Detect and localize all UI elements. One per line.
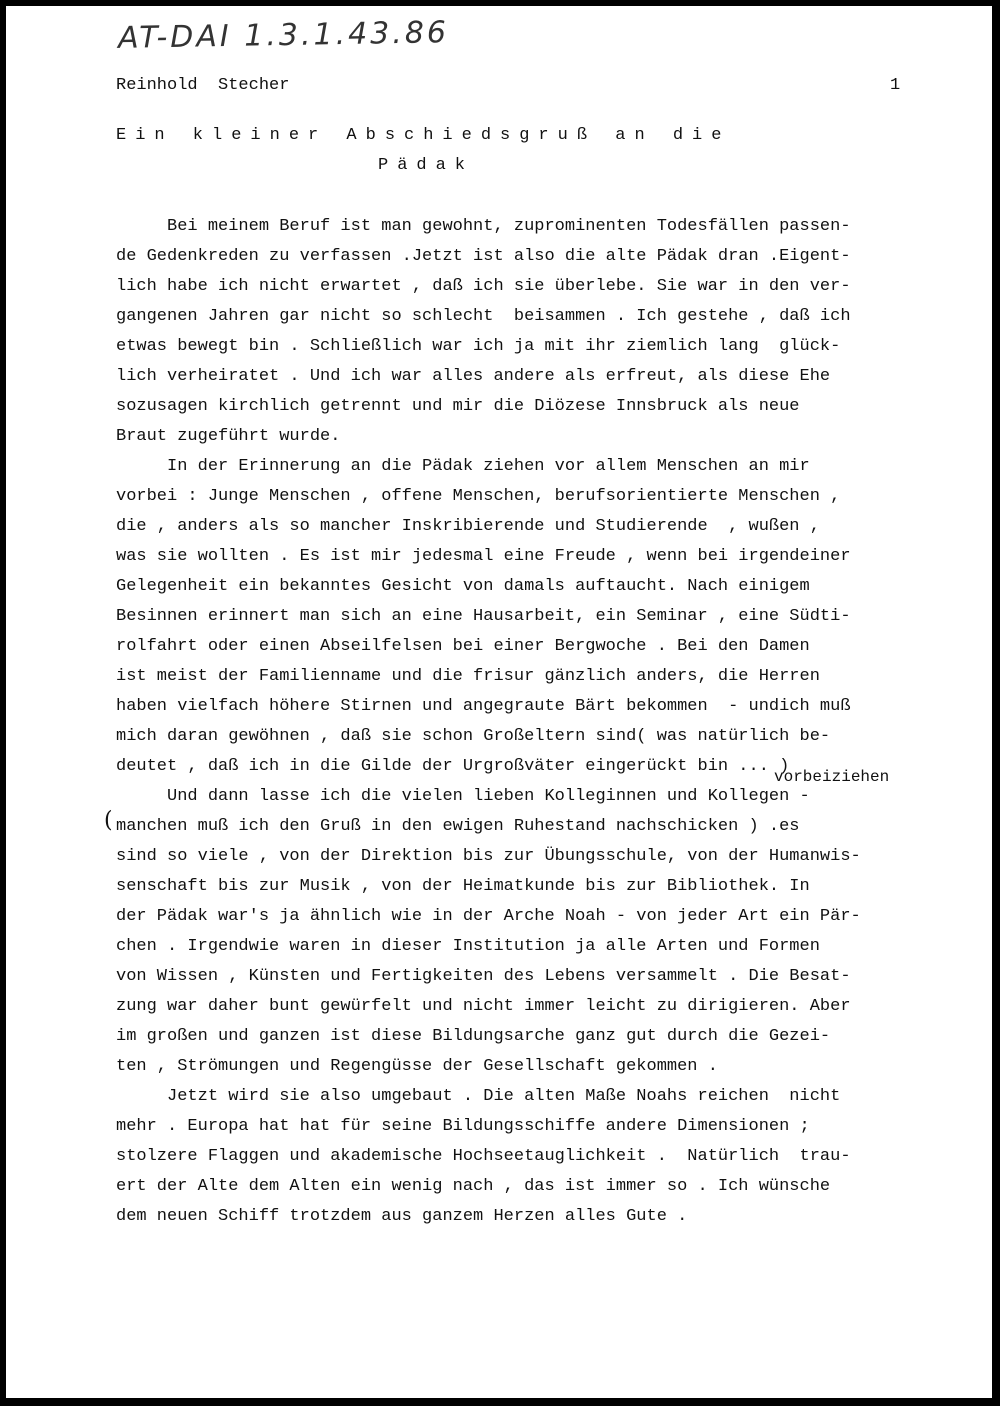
archive-signature: AT-DAI 1.3.1.43.86: [117, 15, 450, 56]
body-line: ten , Strömungen und Regengüsse der Gesellschaft gekommen .: [116, 1057, 718, 1076]
body-line: Besinnen erinnert man sich an eine Hausarbeit, ein Seminar , eine Südti-: [116, 607, 851, 626]
body-line: sind so viele , von der Direktion bis zur Übungsschule, von der Humanwis-: [116, 847, 861, 866]
handwritten-insertion: vorbeiziehen: [774, 768, 890, 786]
body-line: im großen und ganzen ist diese Bildungsarche ganz gut durch die Gezei-: [116, 1027, 831, 1046]
title-line-1: Ein kleiner Abschiedsgruß an die: [116, 126, 731, 145]
body-line: sozusagen kirchlich getrennt und mir die Diözese Innsbruck als neue: [116, 397, 800, 416]
body-line: etwas bewegt bin . Schließlich war ich ja mit ihr ziemlich lang glück-: [116, 337, 841, 356]
margin-bracket: (: [104, 808, 113, 833]
title-line-2: Pädak: [378, 156, 475, 175]
body-line: In der Erinnerung an die Pädak ziehen vor allem Menschen an mir: [116, 457, 810, 476]
body-line: lich habe ich nicht erwartet , daß ich sie überlebe. Sie war in den ver-: [116, 277, 851, 296]
body-line: haben vielfach höhere Stirnen und angegraute Bärt bekommen - undich muß: [116, 697, 851, 716]
body-line: manchen muß ich den Gruß in den ewigen Ruhestand nachschicken ) .es: [116, 817, 800, 836]
body-line: zung war daher bunt gewürfelt und nicht immer leicht zu dirigieren. Aber: [116, 997, 851, 1016]
body-line: Braut zugeführt wurde.: [116, 427, 341, 446]
body-line: rolfahrt oder einen Abseilfelsen bei einer Bergwoche . Bei den Damen: [116, 637, 810, 656]
body-line: gangenen Jahren gar nicht so schlecht beisammen . Ich gestehe , daß ich: [116, 307, 851, 326]
body-line: ist meist der Familienname und die frisur gänzlich anders, die Herren: [116, 667, 820, 686]
body-line: was sie wollten . Es ist mir jedesmal eine Freude , wenn bei irgendeiner: [116, 547, 851, 566]
body-line: die , anders als so mancher Inskribierende und Studierende , wußen ,: [116, 517, 820, 536]
body-line: Und dann lasse ich die vielen lieben Kolleginnen und Kollegen -: [116, 787, 810, 806]
body-line: de Gedenkreden zu verfassen .Jetzt ist also die alte Pädak dran .Eigent-: [116, 247, 851, 266]
letter-body: [116, 212, 861, 1232]
document-page: [6, 6, 992, 1398]
body-line: senschaft bis zur Musik , von der Heimatkunde bis zur Bibliothek. In: [116, 877, 810, 896]
body-line: deutet , daß ich in die Gilde der Urgroßväter eingerückt bin ... ): [116, 757, 790, 776]
body-line: der Pädak war's ja ähnlich wie in der Arche Noah - von jeder Art ein Pär-: [116, 907, 861, 926]
body-line: ert der Alte dem Alten ein wenig nach , das ist immer so . Ich wünsche: [116, 1177, 831, 1196]
body-line: stolzere Flaggen und akademische Hochseetauglichkeit . Natürlich trau-: [116, 1147, 851, 1166]
body-line: chen . Irgendwie waren in dieser Institution ja alle Arten und Formen: [116, 937, 820, 956]
author-name: Reinhold Stecher: [116, 76, 290, 95]
body-line: dem neuen Schiff trotzdem aus ganzem Herzen alles Gute .: [116, 1207, 688, 1226]
body-line: Bei meinem Beruf ist man gewohnt, zuprominenten Todesfällen passen-: [116, 217, 851, 236]
body-line: von Wissen , Künsten und Fertigkeiten des Lebens versammelt . Die Besat-: [116, 967, 851, 986]
body-line: Jetzt wird sie also umgebaut . Die alten Maße Noahs reichen nicht: [116, 1087, 841, 1106]
body-line: mich daran gewöhnen , daß sie schon Großeltern sind( was natürlich be-: [116, 727, 831, 746]
body-line: Gelegenheit ein bekanntes Gesicht von damals auftaucht. Nach einigem: [116, 577, 810, 596]
body-line: mehr . Europa hat hat für seine Bildungsschiffe andere Dimensionen ;: [116, 1117, 810, 1136]
page-number: 1: [890, 76, 901, 95]
body-line: lich verheiratet . Und ich war alles andere als erfreut, als diese Ehe: [116, 367, 831, 386]
body-line: vorbei : Junge Menschen , offene Menschen, berufsorientierte Menschen ,: [116, 487, 841, 506]
